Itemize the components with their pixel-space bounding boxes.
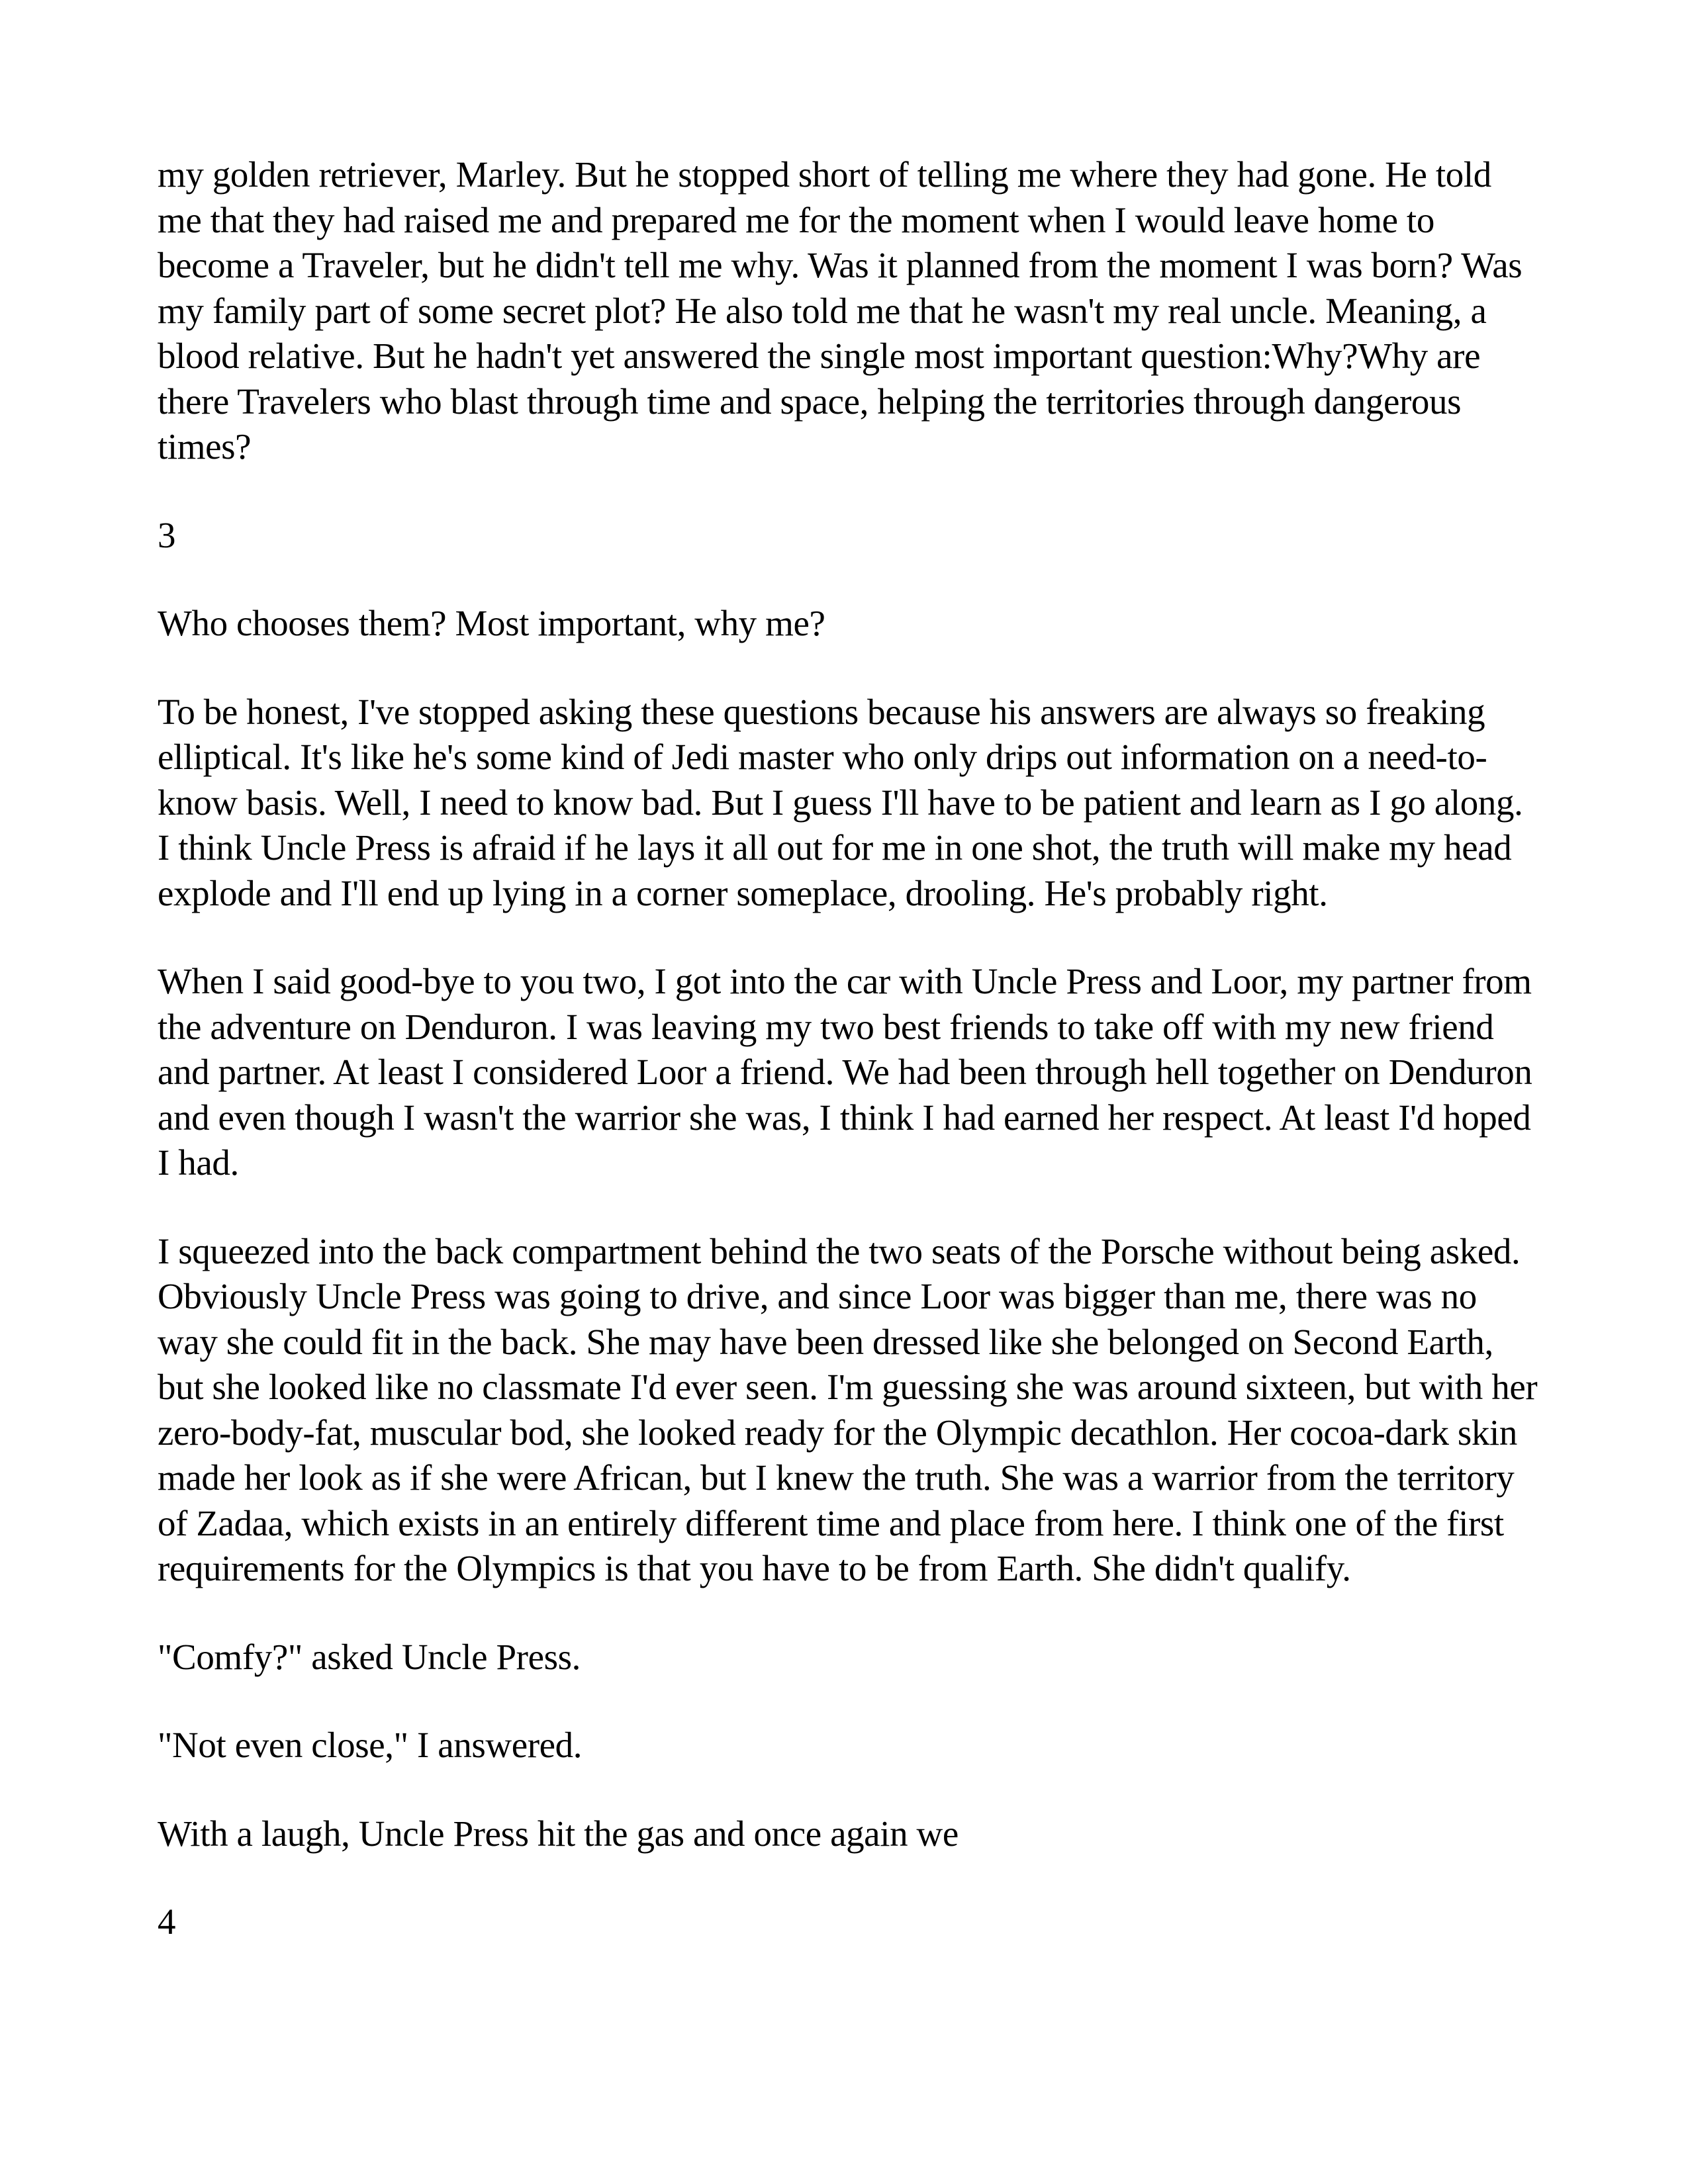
paragraph: I squeezed into the back compartment behind the two seats of the Porsche without being asked. Obviously Uncle Press was going to drive, and since Loor was bigger than me, there was no way she could fit in the back. She may have been dressed like she belonged on Second Earth, but she looked like no classmate I'd ever seen. I'm guessing she was around sixteen, but with her zero-body-fat, muscular bod, she looked ready for the Olympic decathlon. Her cocoa-dark skin made her look as if she were African, but I knew the truth. She was a warrior from the territory of Zadaa, which exists in an entirely different time and place from here. I think one of the first requirements for the Olympics is that you have to be from Earth. She didn't qualify. [158, 1230, 1538, 1588]
paragraph: When I said good-bye to you two, I got into the car with Uncle Press and Loor, my partner from the adventure on Denduron. I was leaving my two best friends to take off with my new friend and partner. At least I considered Loor a friend. We had been through hell together on Denduron and even though I wasn't the warrior she was, I think I had earned her respect. At least I'd hoped I had. [158, 961, 1532, 1183]
page-number: 3 [158, 514, 176, 555]
paragraph: With a laugh, Uncle Press hit the gas and once again we [158, 1813, 959, 1854]
paragraph: Who chooses them? Most important, why me? [158, 603, 825, 643]
page-number: 4 [158, 1901, 176, 1942]
paragraph: "Not even close," I answered. [158, 1725, 583, 1765]
paragraph: my golden retriever, Marley. But he stopped short of telling me where they had gone. He told me that they had raised me and prepared me for the moment when I would leave home to become a Traveler, but he didn't tell me why. Was it planned from the moment I was born? Was my family part of some secret plot? He also told me that he wasn't my real uncle. Meaning, a blood relative. But he hadn't yet answered the single most important question:Why?Why are there Travelers who blast through time and space, helping the territories through dangerous times? [158, 154, 1523, 467]
paragraph: "Comfy?" asked Uncle Press. [158, 1636, 581, 1677]
body-text [158, 152, 1541, 1988]
paragraph: To be honest, I've stopped asking these questions because his answers are always so freaking elliptical. It's like he's some kind of Jedi master who only drips out information on a need-to-know basis. Well, I need to know bad. But I guess I'll have to be patient and learn as I go along. I think Uncle Press is afraid if he lays it all out for me in one shot, the truth will make my head explode and I'll end up lying in a corner someplace, drooling. He's probably right. [158, 691, 1523, 913]
